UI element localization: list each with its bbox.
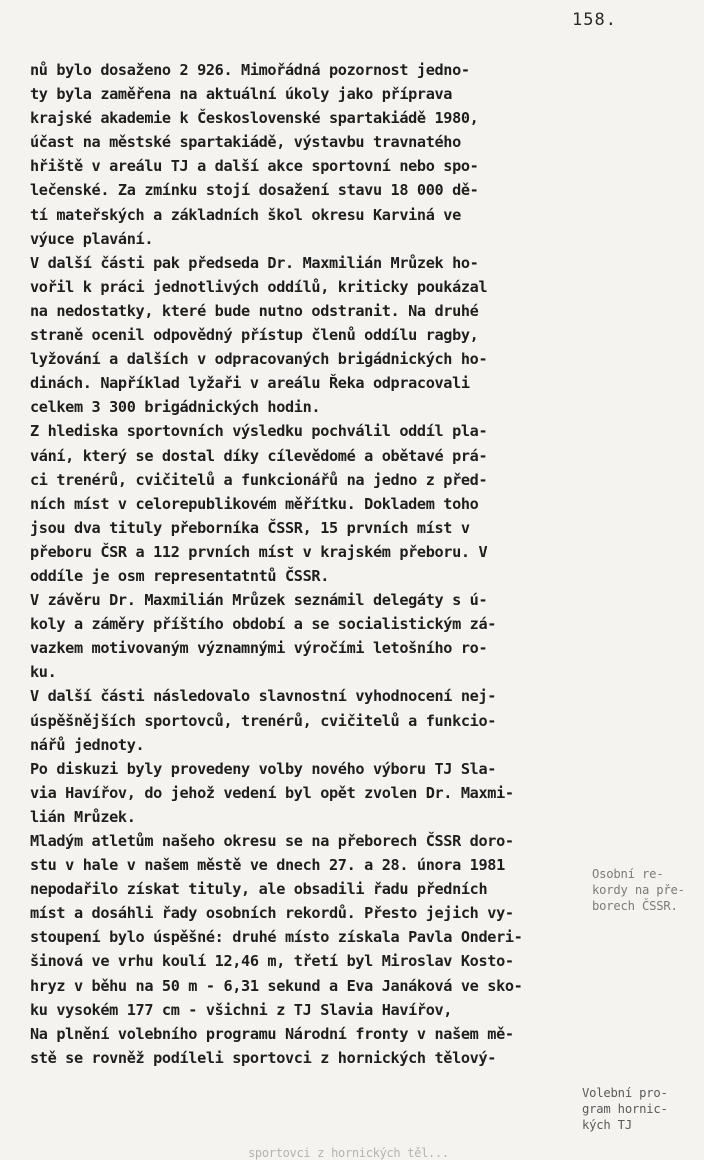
text-line: vořil k práci jednotlivých oddílů, kriticky poukázal — [30, 277, 488, 296]
text-line: vazkem motivovaným významnými výročími letošního ro- — [30, 639, 488, 658]
text-line: V další části následovalo slavnostní vyhodnocení nej- — [30, 687, 497, 706]
text-line: krajské akademie k Československé spartakiádě 1980, — [30, 109, 479, 128]
body-text — [30, 58, 576, 1070]
margin-note-line: Volební pro- — [582, 1086, 668, 1100]
text-line: straně ocenil odpovědný přístup členů oddílu ragby, — [30, 326, 479, 345]
text-line: úspěšnějších sportovců, trenérů, cvičitelů a funkcio- — [30, 711, 497, 730]
text-line: účast na městské spartakiádě, výstavbu travnatého — [30, 133, 461, 152]
margin-note-line: kých TJ — [582, 1118, 632, 1132]
margin-note-line: borech ČSSR. — [592, 899, 678, 913]
page-number: 158. — [572, 10, 617, 30]
text-line: šinová ve vrhu koulí 12,46 m, třetí byl Miroslav Kosto- — [30, 952, 514, 971]
text-line: stu v hale v našem městě ve dnech 27. a 28. února 1981 — [30, 856, 505, 875]
text-line: ních míst v celorepublikovém měřítku. Dokladem toho — [30, 494, 479, 513]
text-line: V závěru Dr. Maxmilián Mrůzek seznámil delegáty s ú- — [30, 591, 488, 610]
text-line: ci trenérů, cvičitelů a funkcionářů na jedno z před- — [30, 470, 488, 489]
margin-note-line: kordy na pře- — [592, 883, 685, 897]
text-line: via Havířov, do jehož vedení byl opět zvolen Dr. Maxmi- — [30, 783, 514, 802]
text-line: stě se rovněž podíleli sportovci z hornických tělový- — [30, 1048, 497, 1067]
text-line: ku vysokém 177 cm - všichni z TJ Slavia Havířov, — [30, 1000, 453, 1019]
text-line: míst a dosáhli řady osobních rekordů. Přesto jejich vy- — [30, 904, 514, 923]
text-line: nářů jednoty. — [30, 735, 145, 754]
text-line: přeboru ČSR a 112 prvních míst v krajském přeboru. V — [30, 542, 488, 561]
text-line: Mladým atletům našeho okresu se na přeborech ČSSR doro- — [30, 832, 514, 850]
text-line: tí mateřských a základních škol okresu Karviná ve — [30, 205, 461, 224]
text-line: vání, který se dostal díky cílevědomé a obětavé prá- — [30, 446, 488, 465]
text-line: Na plnění volebního programu Národní fronty v našem mě- — [30, 1024, 514, 1043]
text-line: ku. — [30, 663, 57, 682]
text-line: Po diskuzi byly provedeny volby nového výboru TJ Sla- — [30, 759, 497, 778]
margin-note-line: Osobní re- — [592, 867, 664, 881]
text-line: celkem 3 300 brigádnických hodin. — [30, 398, 321, 417]
margin-note-line: gram hornic- — [582, 1102, 668, 1116]
text-line: Z hlediska sportovních výsledku pochválil oddíl pla- — [30, 422, 488, 441]
text-line: koly a záměry příštího období a se socialistickým zá- — [30, 615, 497, 634]
text-line: V další části pak předseda Dr. Maxmilián Mrůzek ho- — [30, 253, 479, 272]
text-line: dinách. Například lyžaři v areálu Řeka odpracovali — [30, 374, 470, 393]
text-line: stoupení bylo úspěšné: druhé místo získala Pavla Onderi- — [30, 928, 523, 947]
text-line: nů bylo dosaženo 2 926. Mimořádná pozornost jedno- — [30, 61, 470, 79]
margin-note-records — [592, 866, 704, 914]
cutoff-bleed-text: sportovci z hornických těl... — [248, 1146, 449, 1160]
text-line: oddíle je osm representatntů ČSSR. — [30, 566, 329, 585]
text-line: ty byla zaměřena na aktuální úkoly jako příprava — [30, 85, 453, 104]
text-line: hřiště v areálu TJ a další akce sportovní nebo spo- — [30, 157, 479, 176]
text-line: na nedostatky, které bude nutno odstranit. Na druhé — [30, 301, 479, 320]
text-line: nepodařilo získat tituly, ale obsadili řadu předních — [30, 880, 488, 899]
text-line: lečenské. Za zmínku stojí dosažení stavu 18 000 dě- — [30, 181, 479, 200]
text-line: lyžování a dalších v odpracovaných brigádnických ho- — [30, 350, 488, 369]
text-line: hryz v běhu na 50 m - 6,31 sekund a Eva Janáková ve sko- — [30, 976, 523, 995]
text-line: výuce plavání. — [30, 229, 154, 248]
margin-note-program — [582, 1085, 704, 1133]
text-line: jsou dva tituly přeborníka ČSSR, 15 prvních míst v — [30, 518, 470, 537]
text-line: lián Mrůzek. — [30, 807, 136, 826]
